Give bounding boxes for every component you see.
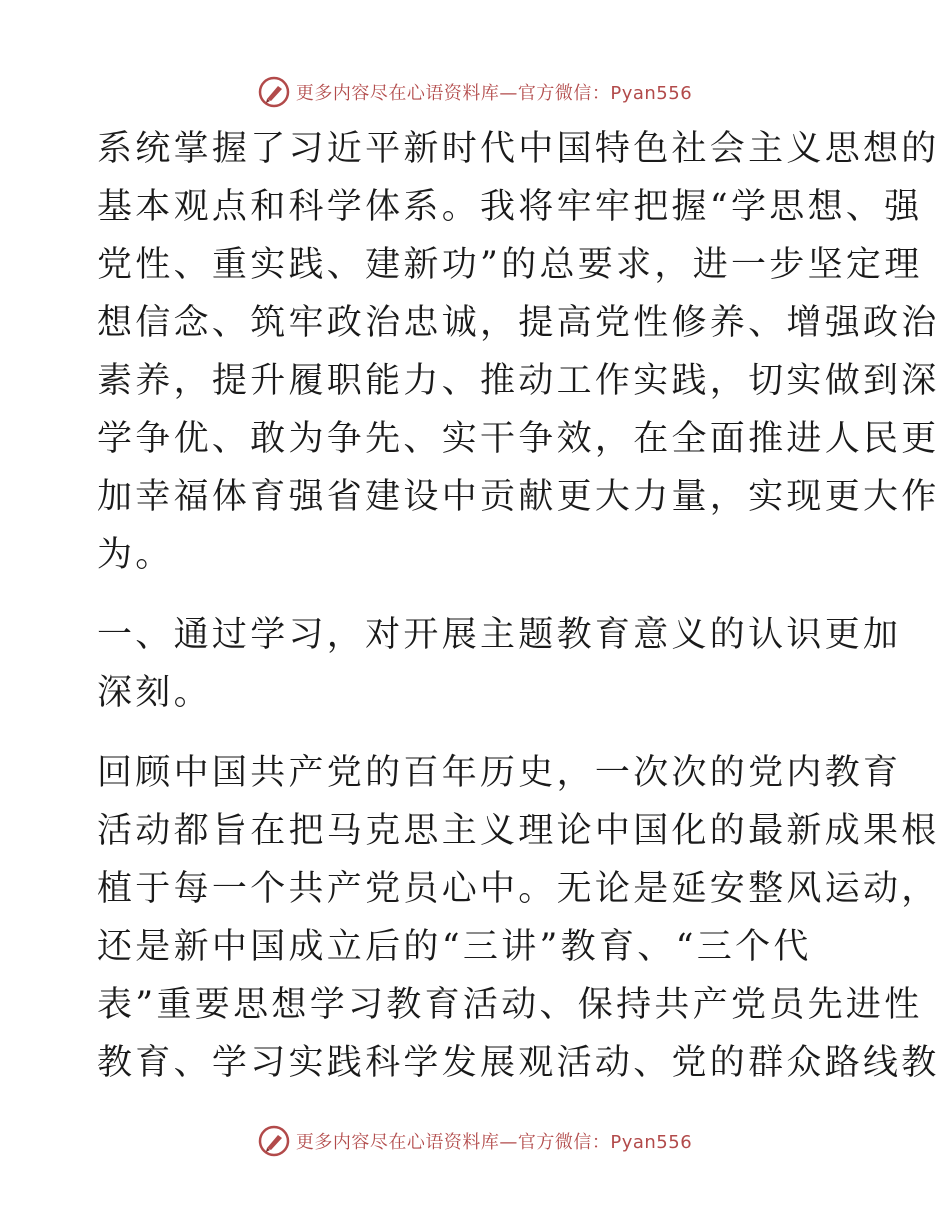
pen-logo-icon: [258, 76, 290, 108]
text-line: 基本观点和科学体系。我将牢牢把握“学思想、强: [97, 187, 923, 227]
paragraph: [97, 744, 940, 1092]
text-line: 深刻。: [97, 673, 212, 713]
text-line: 想信念、筑牢政治忠诚，提高党性修养、增强政治: [97, 303, 940, 343]
text-line: 植于每一个共产党员心中。无论是延安整风运动，: [97, 869, 940, 909]
text-line: 教育、学习实践科学发展观活动、党的群众路线教: [97, 1043, 940, 1083]
text-line: 素养，提升履职能力、推动工作实践，切实做到深: [97, 361, 940, 401]
document-body: [97, 120, 940, 1092]
text-line: 学争优、敢为争先、实干争效，在全面推进人民更: [97, 419, 940, 459]
text-line: 系统掌握了习近平新时代中国特色社会主义思想的: [97, 129, 940, 169]
text-line: 为。: [97, 535, 174, 575]
footer-watermark: [0, 1121, 950, 1161]
text-line: 回顾中国共产党的百年历史，一次次的党内教育: [97, 753, 902, 793]
header-watermark: [0, 72, 950, 112]
watermark-text: 更多内容尽在心语资料库—官方微信：Pyan556: [295, 83, 693, 104]
pen-logo-icon: [258, 1125, 290, 1157]
text-line: 活动都旨在把马克思主义理论中国化的最新成果根: [97, 811, 940, 851]
text-line: 还是新中国成立后的“三讲”教育、“三个代: [97, 927, 812, 967]
section-heading: [97, 606, 902, 722]
text-line: 加幸福体育强省建设中贡献更大力量，实现更大作: [97, 477, 940, 517]
text-line: 党性、重实践、建新功”的总要求，进一步坚定理: [97, 245, 923, 285]
paragraph: [97, 120, 940, 584]
text-line: 一、通过学习，对开展主题教育意义的认识更加: [97, 615, 902, 655]
watermark-text: 更多内容尽在心语资料库—官方微信：Pyan556: [295, 1132, 693, 1153]
text-line: 表”重要思想学习教育活动、保持共产党员先进性: [97, 985, 923, 1025]
